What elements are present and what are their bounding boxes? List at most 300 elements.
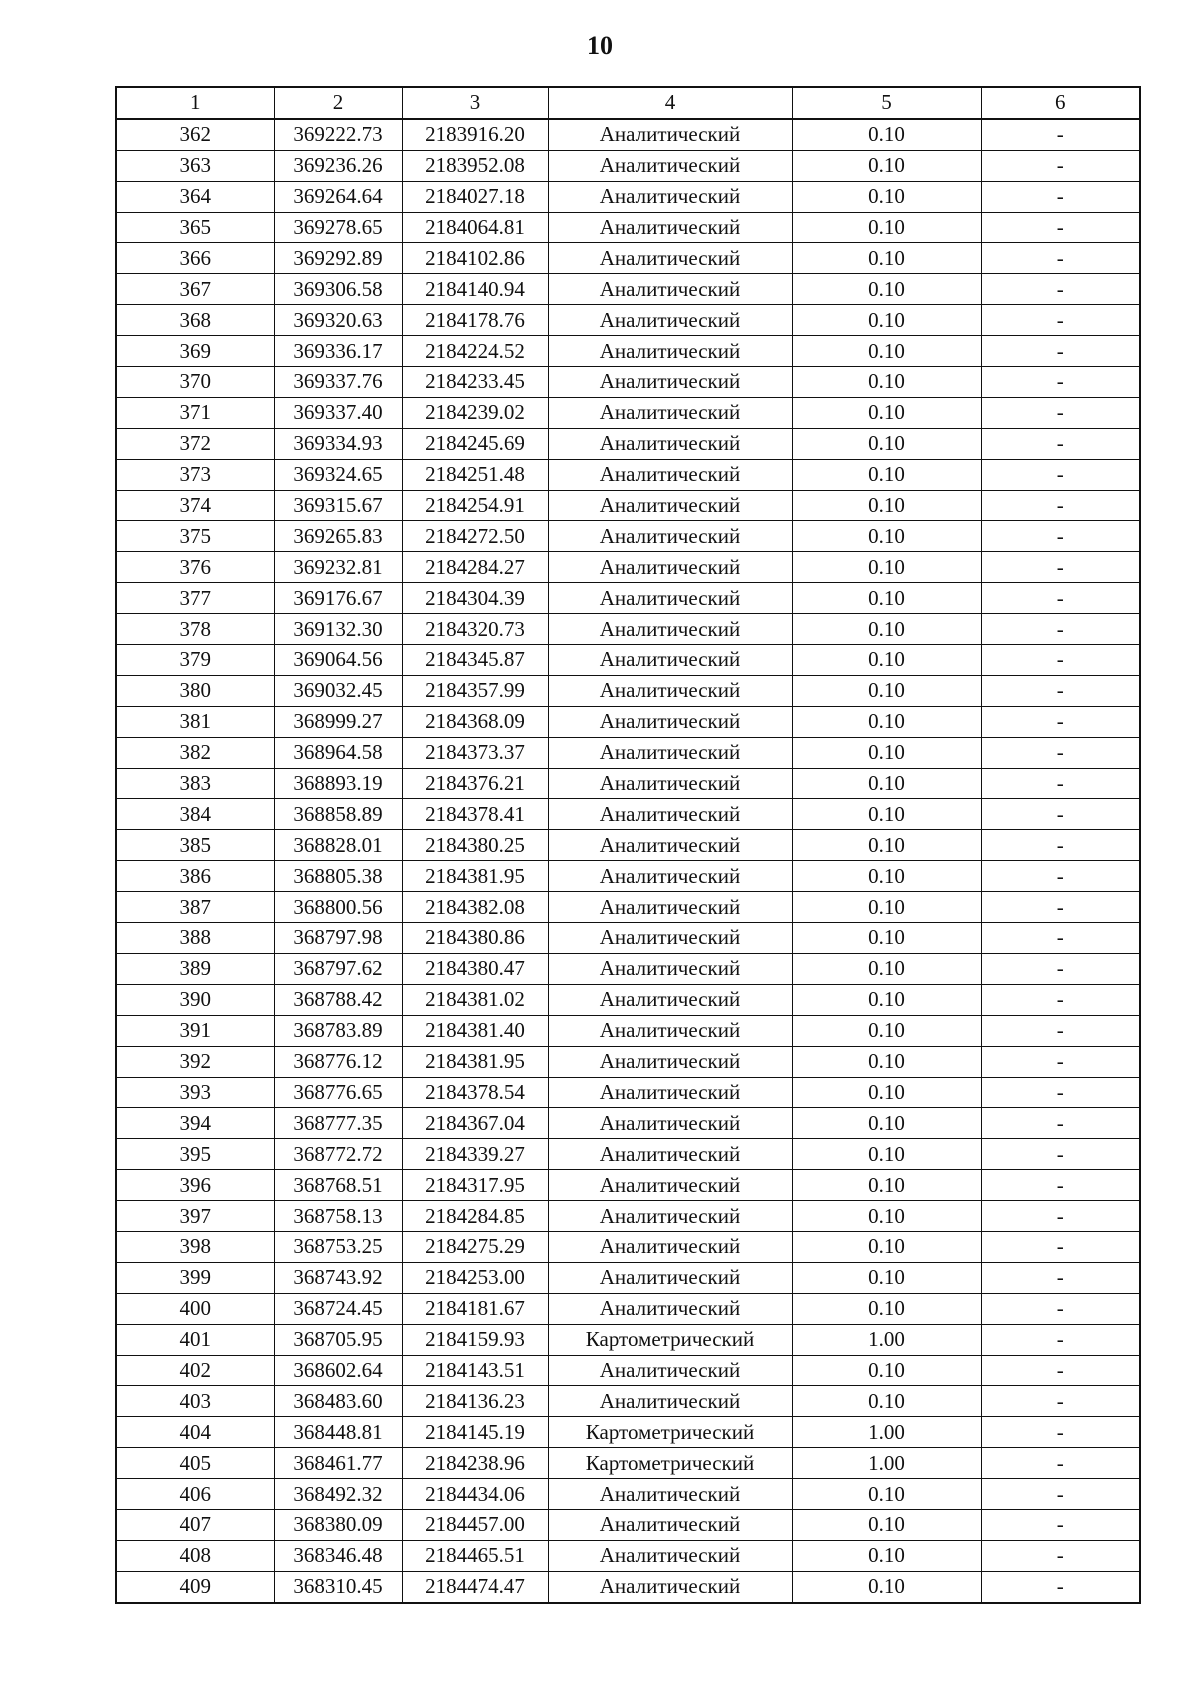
accuracy-cell: 0.10	[792, 737, 981, 768]
y-coordinate-cell: 2184378.41	[402, 799, 548, 830]
method-cell: Аналитический	[548, 305, 792, 336]
y-coordinate-cell: 2184345.87	[402, 645, 548, 676]
x-coordinate-cell: 368743.92	[274, 1262, 402, 1293]
table-row	[116, 397, 1140, 428]
y-coordinate-cell: 2184474.47	[402, 1571, 548, 1602]
table-row	[116, 923, 1140, 954]
table-row	[116, 459, 1140, 490]
accuracy-cell: 1.00	[792, 1324, 981, 1355]
y-coordinate-cell: 2183952.08	[402, 150, 548, 181]
point-number-cell: 384	[116, 799, 274, 830]
y-coordinate-cell: 2184376.21	[402, 768, 548, 799]
point-number-cell: 368	[116, 305, 274, 336]
accuracy-cell: 1.00	[792, 1448, 981, 1479]
accuracy-cell: 0.10	[792, 1108, 981, 1139]
description-cell: -	[981, 645, 1140, 676]
y-coordinate-cell: 2184140.94	[402, 274, 548, 305]
x-coordinate-cell: 368602.64	[274, 1355, 402, 1386]
accuracy-cell: 1.00	[792, 1417, 981, 1448]
description-cell: -	[981, 984, 1140, 1015]
x-coordinate-cell: 368753.25	[274, 1231, 402, 1262]
column-header-1: 1	[116, 87, 274, 119]
accuracy-cell: 0.10	[792, 243, 981, 274]
x-coordinate-cell: 369265.83	[274, 521, 402, 552]
description-cell: -	[981, 1046, 1140, 1077]
x-coordinate-cell: 368705.95	[274, 1324, 402, 1355]
point-number-cell: 374	[116, 490, 274, 521]
x-coordinate-cell: 369336.17	[274, 336, 402, 367]
y-coordinate-cell: 2184254.91	[402, 490, 548, 521]
coordinates-table	[115, 86, 1141, 1604]
method-cell: Аналитический	[548, 459, 792, 490]
point-number-cell: 362	[116, 119, 274, 150]
point-number-cell: 365	[116, 212, 274, 243]
table-row	[116, 1417, 1140, 1448]
x-coordinate-cell: 368758.13	[274, 1201, 402, 1232]
method-cell: Аналитический	[548, 953, 792, 984]
description-cell: -	[981, 459, 1140, 490]
point-number-cell: 407	[116, 1509, 274, 1540]
table-row	[116, 119, 1140, 150]
point-number-cell: 377	[116, 583, 274, 614]
x-coordinate-cell: 368858.89	[274, 799, 402, 830]
table-row	[116, 645, 1140, 676]
point-number-cell: 366	[116, 243, 274, 274]
y-coordinate-cell: 2184380.25	[402, 830, 548, 861]
point-number-cell: 405	[116, 1448, 274, 1479]
method-cell: Аналитический	[548, 274, 792, 305]
table-row	[116, 1448, 1140, 1479]
accuracy-cell: 0.10	[792, 645, 981, 676]
y-coordinate-cell: 2184064.81	[402, 212, 548, 243]
accuracy-cell: 0.10	[792, 305, 981, 336]
y-coordinate-cell: 2184027.18	[402, 181, 548, 212]
table-row	[116, 706, 1140, 737]
point-number-cell: 364	[116, 181, 274, 212]
x-coordinate-cell: 369222.73	[274, 119, 402, 150]
point-number-cell: 363	[116, 150, 274, 181]
method-cell: Аналитический	[548, 1077, 792, 1108]
table-row	[116, 614, 1140, 645]
description-cell: -	[981, 274, 1140, 305]
table-row	[116, 1571, 1140, 1602]
accuracy-cell: 0.10	[792, 1046, 981, 1077]
point-number-cell: 385	[116, 830, 274, 861]
accuracy-cell: 0.10	[792, 397, 981, 428]
point-number-cell: 388	[116, 923, 274, 954]
accuracy-cell: 0.10	[792, 706, 981, 737]
accuracy-cell: 0.10	[792, 1571, 981, 1602]
x-coordinate-cell: 368724.45	[274, 1293, 402, 1324]
x-coordinate-cell: 369337.76	[274, 367, 402, 398]
description-cell: -	[981, 1448, 1140, 1479]
y-coordinate-cell: 2184368.09	[402, 706, 548, 737]
x-coordinate-cell: 368797.62	[274, 953, 402, 984]
table-row	[116, 861, 1140, 892]
table-row	[116, 150, 1140, 181]
table-row	[116, 1540, 1140, 1571]
x-coordinate-cell: 368797.98	[274, 923, 402, 954]
accuracy-cell: 0.10	[792, 583, 981, 614]
table-row	[116, 799, 1140, 830]
point-number-cell: 409	[116, 1571, 274, 1602]
method-cell: Аналитический	[548, 521, 792, 552]
description-cell: -	[981, 336, 1140, 367]
accuracy-cell: 0.10	[792, 1355, 981, 1386]
point-number-cell: 387	[116, 892, 274, 923]
x-coordinate-cell: 368800.56	[274, 892, 402, 923]
description-cell: -	[981, 953, 1140, 984]
method-cell: Аналитический	[548, 428, 792, 459]
y-coordinate-cell: 2184233.45	[402, 367, 548, 398]
point-number-cell: 380	[116, 675, 274, 706]
x-coordinate-cell: 368346.48	[274, 1540, 402, 1571]
point-number-cell: 376	[116, 552, 274, 583]
table-row	[116, 1015, 1140, 1046]
method-cell: Аналитический	[548, 1571, 792, 1602]
y-coordinate-cell: 2184239.02	[402, 397, 548, 428]
description-cell: -	[981, 737, 1140, 768]
x-coordinate-cell: 368483.60	[274, 1386, 402, 1417]
x-coordinate-cell: 368380.09	[274, 1509, 402, 1540]
method-cell: Аналитический	[548, 212, 792, 243]
accuracy-cell: 0.10	[792, 768, 981, 799]
method-cell: Аналитический	[548, 1015, 792, 1046]
accuracy-cell: 0.10	[792, 675, 981, 706]
y-coordinate-cell: 2183916.20	[402, 119, 548, 150]
description-cell: -	[981, 768, 1140, 799]
accuracy-cell: 0.10	[792, 984, 981, 1015]
method-cell: Аналитический	[548, 336, 792, 367]
description-cell: -	[981, 119, 1140, 150]
accuracy-cell: 0.10	[792, 614, 981, 645]
point-number-cell: 403	[116, 1386, 274, 1417]
point-number-cell: 404	[116, 1417, 274, 1448]
method-cell: Аналитический	[548, 243, 792, 274]
point-number-cell: 370	[116, 367, 274, 398]
y-coordinate-cell: 2184465.51	[402, 1540, 548, 1571]
method-cell: Аналитический	[548, 552, 792, 583]
description-cell: -	[981, 892, 1140, 923]
table-row	[116, 1046, 1140, 1077]
y-coordinate-cell: 2184320.73	[402, 614, 548, 645]
point-number-cell: 391	[116, 1015, 274, 1046]
description-cell: -	[981, 1201, 1140, 1232]
description-cell: -	[981, 397, 1140, 428]
y-coordinate-cell: 2184143.51	[402, 1355, 548, 1386]
accuracy-cell: 0.10	[792, 923, 981, 954]
description-cell: -	[981, 1571, 1140, 1602]
column-header-3: 3	[402, 87, 548, 119]
description-cell: -	[981, 212, 1140, 243]
point-number-cell: 395	[116, 1139, 274, 1170]
x-coordinate-cell: 369278.65	[274, 212, 402, 243]
x-coordinate-cell: 368805.38	[274, 861, 402, 892]
table-row	[116, 552, 1140, 583]
x-coordinate-cell: 368788.42	[274, 984, 402, 1015]
description-cell: -	[981, 1108, 1140, 1139]
point-number-cell: 400	[116, 1293, 274, 1324]
y-coordinate-cell: 2184357.99	[402, 675, 548, 706]
method-cell: Аналитический	[548, 737, 792, 768]
description-cell: -	[981, 521, 1140, 552]
method-cell: Аналитический	[548, 614, 792, 645]
point-number-cell: 383	[116, 768, 274, 799]
accuracy-cell: 0.10	[792, 212, 981, 243]
table-row	[116, 1077, 1140, 1108]
point-number-cell: 397	[116, 1201, 274, 1232]
description-cell: -	[981, 583, 1140, 614]
method-cell: Аналитический	[548, 1231, 792, 1262]
accuracy-cell: 0.10	[792, 1479, 981, 1510]
table-row	[116, 212, 1140, 243]
table-row	[116, 274, 1140, 305]
accuracy-cell: 0.10	[792, 552, 981, 583]
x-coordinate-cell: 368777.35	[274, 1108, 402, 1139]
point-number-cell: 371	[116, 397, 274, 428]
table-row	[116, 243, 1140, 274]
description-cell: -	[981, 490, 1140, 521]
x-coordinate-cell: 368310.45	[274, 1571, 402, 1602]
table-row	[116, 675, 1140, 706]
description-cell: -	[981, 181, 1140, 212]
point-number-cell: 398	[116, 1231, 274, 1262]
accuracy-cell: 0.10	[792, 336, 981, 367]
method-cell: Картометрический	[548, 1324, 792, 1355]
point-number-cell: 381	[116, 706, 274, 737]
point-number-cell: 375	[116, 521, 274, 552]
x-coordinate-cell: 368772.72	[274, 1139, 402, 1170]
point-number-cell: 399	[116, 1262, 274, 1293]
table-row	[116, 953, 1140, 984]
y-coordinate-cell: 2184275.29	[402, 1231, 548, 1262]
y-coordinate-cell: 2184317.95	[402, 1170, 548, 1201]
table-row	[116, 1201, 1140, 1232]
accuracy-cell: 0.10	[792, 150, 981, 181]
table-row	[116, 1324, 1140, 1355]
point-number-cell: 401	[116, 1324, 274, 1355]
accuracy-cell: 0.10	[792, 1262, 981, 1293]
table-row	[116, 1509, 1140, 1540]
method-cell: Аналитический	[548, 1355, 792, 1386]
y-coordinate-cell: 2184145.19	[402, 1417, 548, 1448]
description-cell: -	[981, 1355, 1140, 1386]
y-coordinate-cell: 2184381.40	[402, 1015, 548, 1046]
table-row	[116, 305, 1140, 336]
method-cell: Аналитический	[548, 119, 792, 150]
x-coordinate-cell: 369324.65	[274, 459, 402, 490]
point-number-cell: 406	[116, 1479, 274, 1510]
description-cell: -	[981, 1015, 1140, 1046]
x-coordinate-cell: 368999.27	[274, 706, 402, 737]
point-number-cell: 382	[116, 737, 274, 768]
point-number-cell: 390	[116, 984, 274, 1015]
column-header-2: 2	[274, 87, 402, 119]
x-coordinate-cell: 368828.01	[274, 830, 402, 861]
point-number-cell: 367	[116, 274, 274, 305]
x-coordinate-cell: 368461.77	[274, 1448, 402, 1479]
point-number-cell: 402	[116, 1355, 274, 1386]
description-cell: -	[981, 1324, 1140, 1355]
y-coordinate-cell: 2184380.86	[402, 923, 548, 954]
method-cell: Аналитический	[548, 490, 792, 521]
y-coordinate-cell: 2184373.37	[402, 737, 548, 768]
y-coordinate-cell: 2184159.93	[402, 1324, 548, 1355]
table-row	[116, 830, 1140, 861]
y-coordinate-cell: 2184381.02	[402, 984, 548, 1015]
table-row	[116, 1262, 1140, 1293]
accuracy-cell: 0.10	[792, 892, 981, 923]
table-row	[116, 984, 1140, 1015]
point-number-cell: 379	[116, 645, 274, 676]
y-coordinate-cell: 2184457.00	[402, 1509, 548, 1540]
method-cell: Аналитический	[548, 984, 792, 1015]
table-row	[116, 181, 1140, 212]
table-row	[116, 1231, 1140, 1262]
accuracy-cell: 0.10	[792, 490, 981, 521]
accuracy-cell: 0.10	[792, 1540, 981, 1571]
description-cell: -	[981, 1170, 1140, 1201]
accuracy-cell: 0.10	[792, 1293, 981, 1324]
method-cell: Аналитический	[548, 768, 792, 799]
y-coordinate-cell: 2184378.54	[402, 1077, 548, 1108]
method-cell: Аналитический	[548, 583, 792, 614]
y-coordinate-cell: 2184251.48	[402, 459, 548, 490]
accuracy-cell: 0.10	[792, 367, 981, 398]
method-cell: Аналитический	[548, 645, 792, 676]
accuracy-cell: 0.10	[792, 1509, 981, 1540]
method-cell: Аналитический	[548, 923, 792, 954]
description-cell: -	[981, 1077, 1140, 1108]
table-row	[116, 428, 1140, 459]
column-header-6: 6	[981, 87, 1140, 119]
y-coordinate-cell: 2184304.39	[402, 583, 548, 614]
table-row	[116, 768, 1140, 799]
x-coordinate-cell: 369292.89	[274, 243, 402, 274]
x-coordinate-cell: 369334.93	[274, 428, 402, 459]
table-row	[116, 892, 1140, 923]
method-cell: Картометрический	[548, 1417, 792, 1448]
accuracy-cell: 0.10	[792, 181, 981, 212]
description-cell: -	[981, 1479, 1140, 1510]
description-cell: -	[981, 428, 1140, 459]
accuracy-cell: 0.10	[792, 953, 981, 984]
method-cell: Аналитический	[548, 1170, 792, 1201]
x-coordinate-cell: 369337.40	[274, 397, 402, 428]
x-coordinate-cell: 369132.30	[274, 614, 402, 645]
accuracy-cell: 0.10	[792, 1015, 981, 1046]
x-coordinate-cell: 368492.32	[274, 1479, 402, 1510]
description-cell: -	[981, 1417, 1140, 1448]
x-coordinate-cell: 369236.26	[274, 150, 402, 181]
column-header-4: 4	[548, 87, 792, 119]
y-coordinate-cell: 2184381.95	[402, 1046, 548, 1077]
x-coordinate-cell: 368768.51	[274, 1170, 402, 1201]
method-cell: Аналитический	[548, 1293, 792, 1324]
accuracy-cell: 0.10	[792, 428, 981, 459]
x-coordinate-cell: 369032.45	[274, 675, 402, 706]
method-cell: Аналитический	[548, 181, 792, 212]
description-cell: -	[981, 1262, 1140, 1293]
point-number-cell: 408	[116, 1540, 274, 1571]
y-coordinate-cell: 2184178.76	[402, 305, 548, 336]
y-coordinate-cell: 2184434.06	[402, 1479, 548, 1510]
accuracy-cell: 0.10	[792, 861, 981, 892]
point-number-cell: 372	[116, 428, 274, 459]
description-cell: -	[981, 552, 1140, 583]
description-cell: -	[981, 799, 1140, 830]
table-row	[116, 490, 1140, 521]
table-row	[116, 367, 1140, 398]
point-number-cell: 386	[116, 861, 274, 892]
x-coordinate-cell: 368776.12	[274, 1046, 402, 1077]
accuracy-cell: 0.10	[792, 1139, 981, 1170]
y-coordinate-cell: 2184367.04	[402, 1108, 548, 1139]
method-cell: Аналитический	[548, 397, 792, 428]
y-coordinate-cell: 2184381.95	[402, 861, 548, 892]
x-coordinate-cell: 369320.63	[274, 305, 402, 336]
table-row	[116, 583, 1140, 614]
y-coordinate-cell: 2184253.00	[402, 1262, 548, 1293]
x-coordinate-cell: 369232.81	[274, 552, 402, 583]
description-cell: -	[981, 923, 1140, 954]
table-row	[116, 1386, 1140, 1417]
description-cell: -	[981, 1540, 1140, 1571]
point-number-cell: 394	[116, 1108, 274, 1139]
x-coordinate-cell: 368964.58	[274, 737, 402, 768]
x-coordinate-cell: 369264.64	[274, 181, 402, 212]
accuracy-cell: 0.10	[792, 799, 981, 830]
x-coordinate-cell: 368448.81	[274, 1417, 402, 1448]
y-coordinate-cell: 2184382.08	[402, 892, 548, 923]
method-cell: Аналитический	[548, 1108, 792, 1139]
method-cell: Аналитический	[548, 150, 792, 181]
point-number-cell: 392	[116, 1046, 274, 1077]
description-cell: -	[981, 1231, 1140, 1262]
accuracy-cell: 0.10	[792, 1386, 981, 1417]
table-row	[116, 1170, 1140, 1201]
description-cell: -	[981, 1293, 1140, 1324]
method-cell: Аналитический	[548, 830, 792, 861]
method-cell: Аналитический	[548, 1139, 792, 1170]
method-cell: Аналитический	[548, 1479, 792, 1510]
method-cell: Аналитический	[548, 1201, 792, 1232]
description-cell: -	[981, 830, 1140, 861]
method-cell: Аналитический	[548, 675, 792, 706]
method-cell: Картометрический	[548, 1448, 792, 1479]
y-coordinate-cell: 2184181.67	[402, 1293, 548, 1324]
y-coordinate-cell: 2184245.69	[402, 428, 548, 459]
y-coordinate-cell: 2184136.23	[402, 1386, 548, 1417]
description-cell: -	[981, 706, 1140, 737]
y-coordinate-cell: 2184224.52	[402, 336, 548, 367]
column-header-5: 5	[792, 87, 981, 119]
accuracy-cell: 0.10	[792, 1231, 981, 1262]
header-row	[116, 87, 1140, 119]
table-row	[116, 737, 1140, 768]
description-cell: -	[981, 675, 1140, 706]
accuracy-cell: 0.10	[792, 119, 981, 150]
point-number-cell: 378	[116, 614, 274, 645]
description-cell: -	[981, 614, 1140, 645]
x-coordinate-cell: 368776.65	[274, 1077, 402, 1108]
accuracy-cell: 0.10	[792, 274, 981, 305]
x-coordinate-cell: 368783.89	[274, 1015, 402, 1046]
page-number: 10	[587, 31, 613, 60]
method-cell: Аналитический	[548, 1386, 792, 1417]
description-cell: -	[981, 1139, 1140, 1170]
accuracy-cell: 0.10	[792, 830, 981, 861]
